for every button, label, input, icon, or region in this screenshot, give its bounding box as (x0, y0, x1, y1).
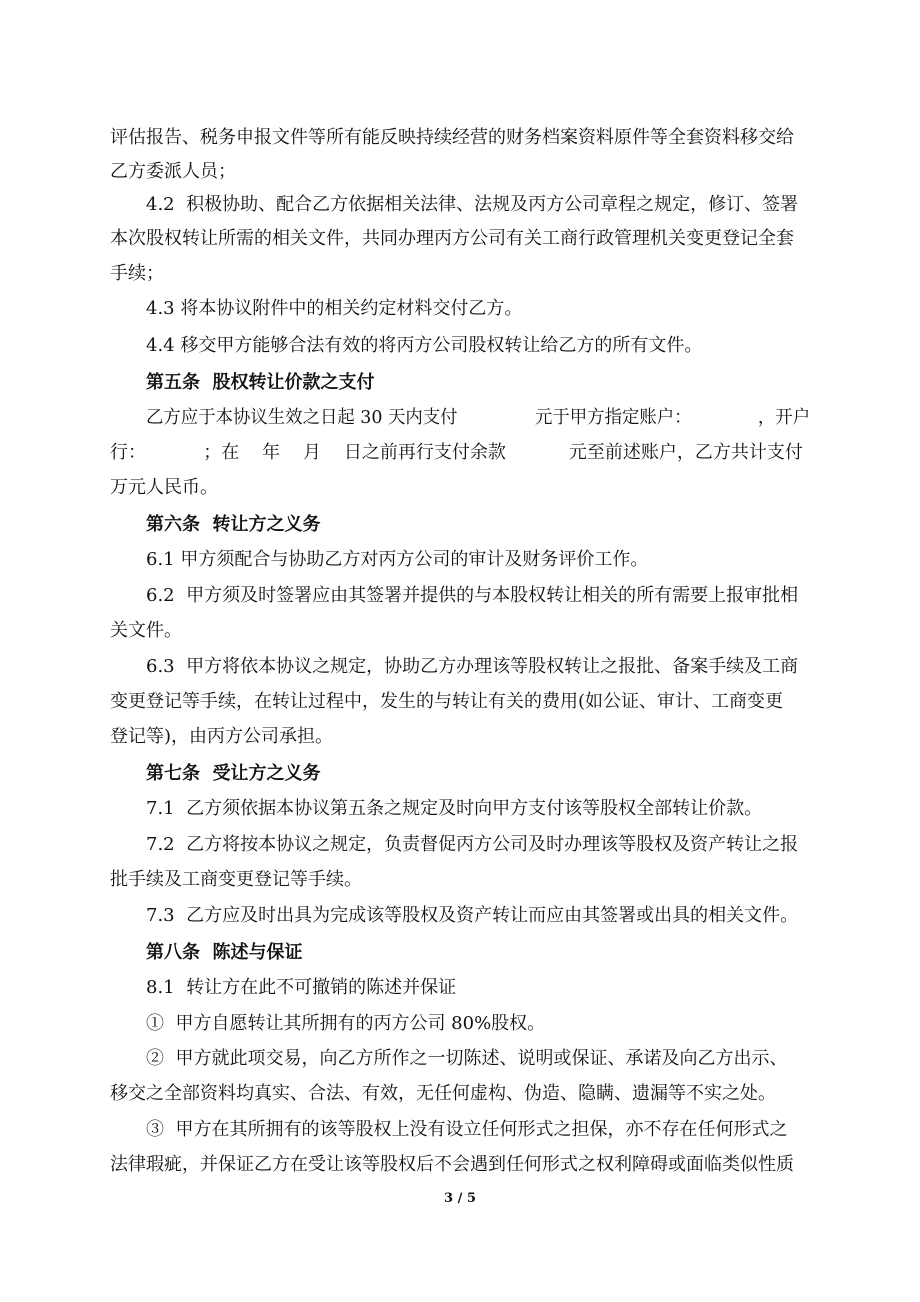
text-line: 4.3 将本协议附件中的相关约定材料交付乙方。 (146, 298, 523, 319)
section-heading: 第五条 股权转让价款之支付 (146, 372, 375, 393)
text-line: ③ 甲方在其所拥有的该等股权上没有设立任何形式之担保，亦不存在任何形式之 (146, 1119, 788, 1140)
text-line: 万元人民币。 (110, 477, 218, 498)
text-line: ② 甲方就此项交易，向乙方所作之一切陈述、说明或保证、承诺及向乙方出示、 (146, 1048, 788, 1069)
text-line: 移交之全部资料均真实、合法、有效，无任何虚构、伪造、隐瞒、遗漏等不实之处。 (110, 1083, 776, 1104)
text-line: 批手续及工商变更登记等手续。 (110, 869, 362, 890)
text-line: 6.2 甲方须及时签署应由其签署并提供的与本股权转让相关的所有需要上报审批相 (146, 585, 799, 606)
section-heading: 第八条 陈述与保证 (146, 942, 303, 963)
text-line: 手续； (110, 263, 164, 284)
text-line: 关文件。 (110, 620, 182, 641)
text-line: ① 甲方自愿转让其所拥有的丙方公司 80%股权。 (146, 1013, 546, 1034)
section-heading: 第七条 受让方之义务 (146, 763, 321, 784)
text-line: 4.4 移交甲方能够合法有效的将丙方公司股权转让给乙方的所有文件。 (146, 335, 703, 356)
text-line: 变更登记等手续，在转让过程中，发生的与转让有关的费用(如公证、审计、工商变更 (110, 691, 784, 712)
text-line: 6.1 甲方须配合与协助乙方对丙方公司的审计及财务评价工作。 (146, 549, 649, 570)
text-line: 乙方委派人员； (110, 161, 236, 182)
text-line: 登记等)，由丙方公司承担。 (110, 726, 334, 747)
text-line: 7.1 乙方须依据本协议第五条之规定及时向甲方支付该等股权全部转让价款。 (146, 798, 763, 819)
text-line: 7.3 乙方应及时出具为完成该等股权及资产转让而应由其签署或出具的相关文件。 (146, 905, 799, 926)
text-line: 6.3 甲方将依本协议之规定，协助乙方办理该等股权转让之报批、备案手续及工商 (146, 656, 799, 677)
section-heading: 第六条 转让方之义务 (146, 514, 321, 535)
text-line: 8.1 转让方在此不可撤销的陈述并保证 (146, 977, 457, 998)
text-line: 法律瑕疵，并保证乙方在受让该等股权后不会遇到任何形式之权利障碍或面临类似性质 (110, 1154, 794, 1175)
text-line: 乙方应于本协议生效之日起 30 天内支付 元于甲方指定账户： ，开户 (146, 407, 811, 428)
text-line: 7.2 乙方将按本协议之规定，负责督促丙方公司及时办理该等股权及资产转让之报 (146, 834, 799, 855)
text-line: 本次股权转让所需的相关文件，共同办理丙方公司有关工商行政管理机关变更登记全套 (110, 228, 794, 249)
text-line: 评估报告、税务申报文件等所有能反映持续经营的财务档案资料原件等全套资料移交给 (110, 127, 794, 148)
text-line: 4.2 积极协助、配合乙方依据相关法律、法规及丙方公司章程之规定，修订、签署 (146, 194, 799, 215)
text-line: 行： ；在 年 月 日之前再行支付余款 元至前述账户，乙方共计支付 (110, 442, 803, 463)
page-number: 3 / 5 (444, 1191, 476, 1206)
